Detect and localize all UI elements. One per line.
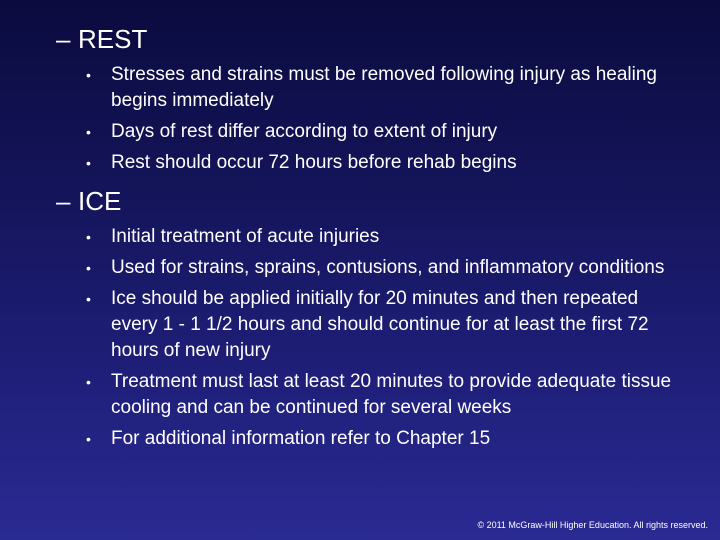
bullet-text: Treatment must last at least 20 minutes to provide adequate tissue cooling and can be continued for several weeks bbox=[111, 371, 672, 418]
bullet-text: For additional information refer to Chapter 15 bbox=[111, 428, 491, 449]
bullet-text: Ice should be applied initially for 20 minutes and then repeated every 1 - 1 1/2 hours and should continue for at least the first 72 hours of new injury bbox=[111, 288, 649, 361]
bullet-dot-icon: • bbox=[86, 67, 91, 83]
bullet-item bbox=[86, 150, 686, 176]
bullet-text: Initial treatment of acute injuries bbox=[111, 226, 380, 247]
bullet-item bbox=[86, 369, 686, 421]
bullet-dot-icon: • bbox=[86, 124, 91, 140]
dash-icon: – bbox=[56, 24, 71, 54]
bullet-item bbox=[86, 426, 686, 452]
copyright-footer: © 2011 McGraw-Hill Higher Education. All rights reserved. bbox=[477, 520, 708, 530]
bullet-text: Stresses and strains must be removed following injury as healing begins immediately bbox=[111, 64, 657, 111]
bullet-dot-icon: • bbox=[86, 374, 91, 390]
bullet-dot-icon: • bbox=[86, 291, 91, 307]
dash-icon: – bbox=[56, 186, 71, 216]
bullet-item bbox=[86, 119, 686, 145]
bullet-list-ice bbox=[86, 224, 686, 457]
bullet-list-rest bbox=[86, 62, 686, 181]
bullet-text: Used for strains, sprains, contusions, and inflammatory conditions bbox=[111, 257, 665, 278]
section-heading-text: REST bbox=[78, 24, 148, 54]
section-heading-ice bbox=[56, 186, 121, 216]
bullet-text: Rest should occur 72 hours before rehab begins bbox=[111, 152, 517, 173]
bullet-dot-icon: • bbox=[86, 431, 91, 447]
bullet-text: Days of rest differ according to extent of injury bbox=[111, 121, 498, 142]
bullet-item bbox=[86, 224, 686, 250]
bullet-dot-icon: • bbox=[86, 229, 91, 245]
section-heading-rest bbox=[56, 24, 147, 54]
section-heading-text: ICE bbox=[78, 186, 122, 216]
bullet-item bbox=[86, 62, 686, 114]
bullet-item bbox=[86, 255, 686, 281]
bullet-dot-icon: • bbox=[86, 260, 91, 276]
bullet-item bbox=[86, 286, 686, 364]
bullet-dot-icon: • bbox=[86, 155, 91, 171]
